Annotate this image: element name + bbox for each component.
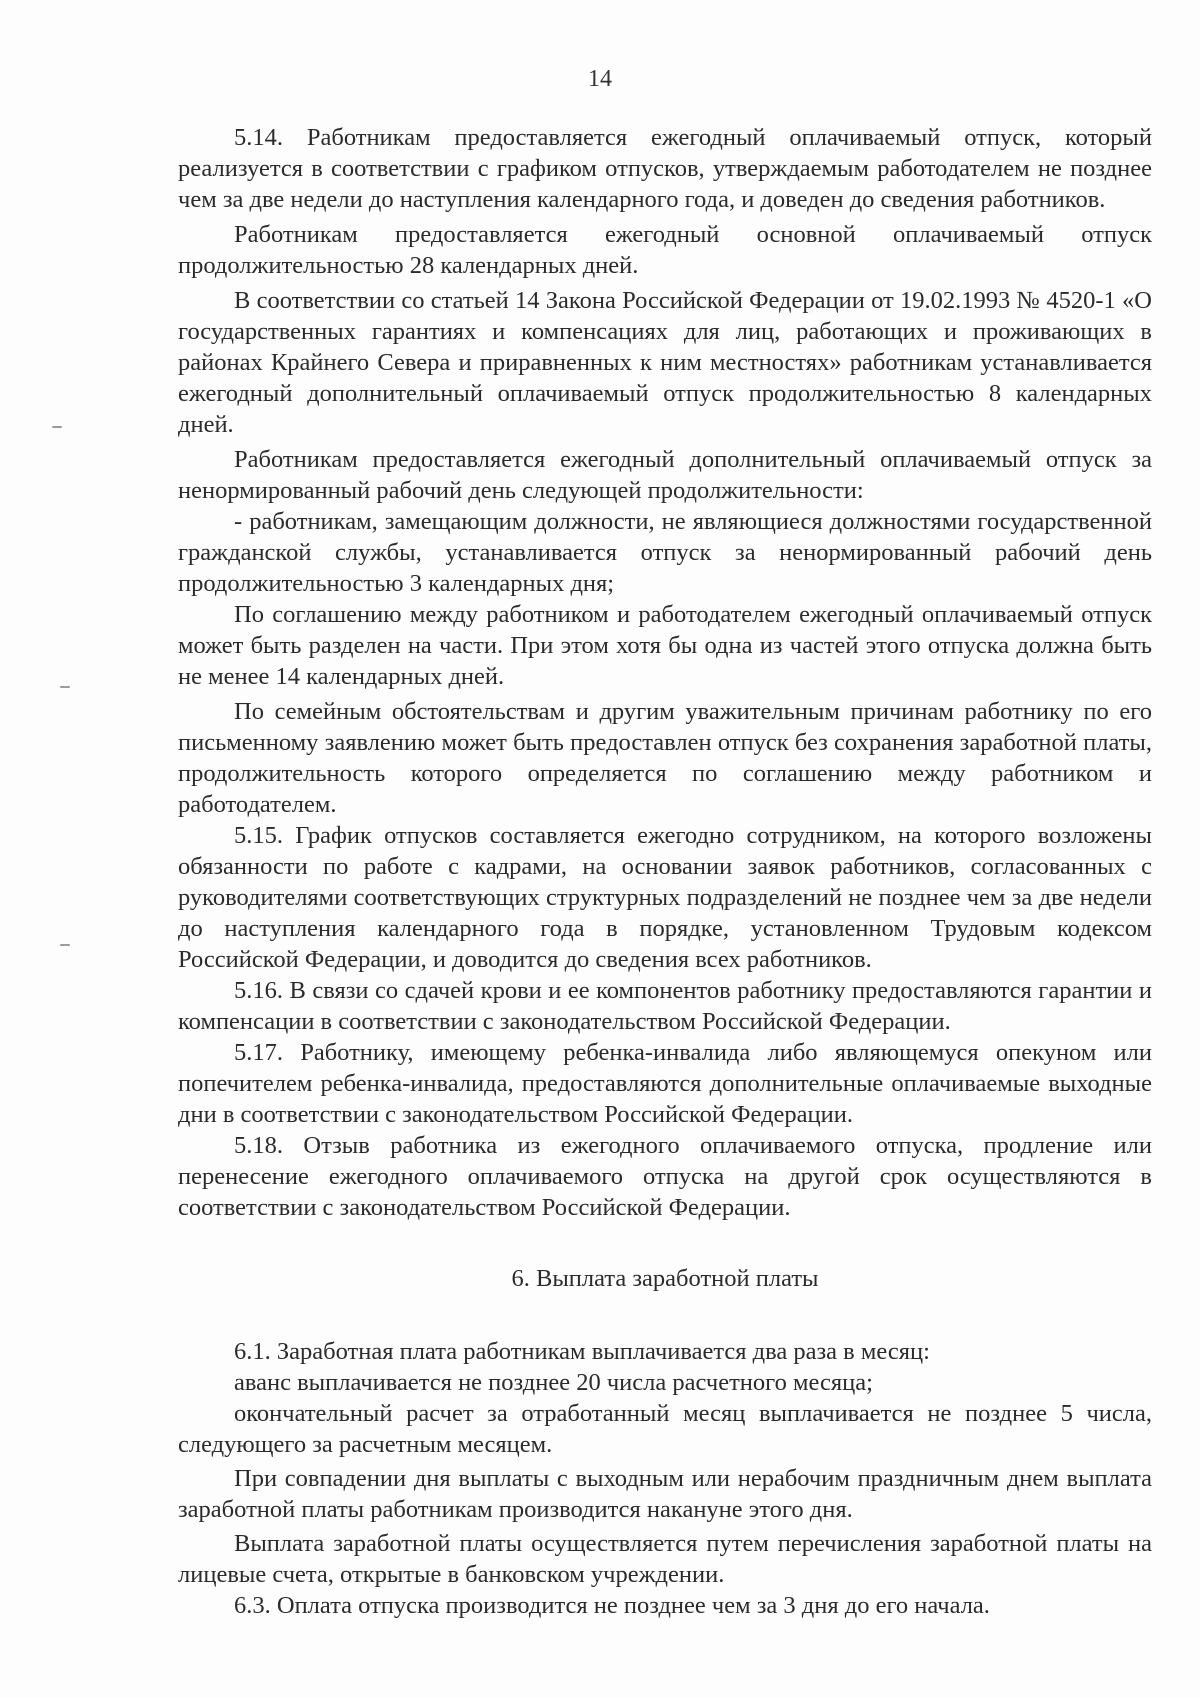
- scan-artifact: [52, 426, 62, 428]
- paragraph-5-16: 5.16. В связи со сдачей крови и ее компонентов работнику предоставляются гарантии и компенсации в соответствии с законодательством Российской Федерации.: [178, 977, 1152, 1035]
- paragraph-unpaid-leave: По семейным обстоятельствам и другим уважительным причинам работнику по его письменному заявлению может быть предоставлен отпуск без сохранения заработной платы, продолжительность которого определяется по соглашению между работником и работодателем.: [178, 698, 1152, 818]
- paragraph-holiday-payment: При совпадении дня выплаты с выходным или нерабочим праздничным днем выплата заработной платы работникам производится накануне этого дня.: [178, 1465, 1152, 1523]
- paragraph-irregular-day: Работникам предоставляется ежегодный дополнительный оплачиваемый отпуск за ненормированный рабочий день следующей продолжительности:: [178, 446, 1152, 504]
- paragraph-advance: аванс выплачивается не позднее 20 числа расчетного месяца;: [234, 1369, 873, 1396]
- paragraph-6-1: 6.1. Заработная плата работникам выплачивается два раза в месяц:: [234, 1338, 930, 1365]
- list-item-irregular-day: - работникам, замещающим должности, не являющиеся должностями государственной гражданской службы, устанавливается отпуск за ненормированный рабочий день продолжительностью 3 календарных дня;: [178, 508, 1152, 597]
- page-number: 14: [588, 66, 612, 92]
- scan-artifact: [60, 686, 70, 688]
- paragraph-5-18: 5.18. Отзыв работника из ежегодного оплачиваемого отпуска, продление или перенесение ежегодного оплачиваемого отпуска на другой срок осуществляются в соответствии с законодательством Российской Федерации.: [178, 1132, 1152, 1221]
- paragraph-final-payment: окончательный расчет за отработанный месяц выплачивается не позднее 5 числа, следующего за расчетным месяцем.: [178, 1400, 1152, 1458]
- paragraph-6-3: 6.3. Оплата отпуска производится не позднее чем за 3 дня до его начала.: [234, 1592, 990, 1619]
- scan-artifact: [60, 944, 70, 946]
- paragraph-north-leave: В соответствии со статьей 14 Закона Российской Федерации от 19.02.1993 № 4520-1 «О государственных гарантиях и компенсациях для лиц, работающих и проживающих в районах Крайнего Севера и приравненных к ним местностях» работникам устанавливается ежегодный дополнительный оплачиваемый отпуск продолжительностью 8 календарных дней.: [178, 287, 1152, 438]
- paragraph-bank-transfer: Выплата заработной платы осуществляется путем перечисления заработной платы на лицевые счета, открытые в банковском учреждении.: [178, 1530, 1152, 1588]
- paragraph-5-15: 5.15. График отпусков составляется ежегодно сотрудником, на которого возложены обязанности по работе с кадрами, на основании заявок работников, согласованных с руководителями соответствующих структурных подразделений не позднее чем за две недели до наступления календарного года в порядке, установленном Трудовым кодексом Российской Федерации, и доводится до сведения всех работников.: [178, 822, 1152, 973]
- paragraph-main-leave: Работникам предоставляется ежегодный основной оплачиваемый отпуск продолжительностью 28 календарных дней.: [178, 221, 1152, 279]
- document-body: [178, 122, 1152, 1621]
- paragraph-5-14: 5.14. Работникам предоставляется ежегодный оплачиваемый отпуск, который реализуется в соответствии с графиком отпусков, утверждаемым работодателем не позднее чем за две недели до наступления календарного года, и доведен до сведения работников.: [178, 124, 1152, 213]
- paragraph-5-17: 5.17. Работнику, имеющему ребенка-инвалида либо являющемуся опекуном или попечителем ребенка-инвалида, предоставляются дополнительные оплачиваемые выходные дни в соответствии с законодательством Российской Федерации.: [178, 1039, 1152, 1128]
- section-title-6: 6. Выплата заработной платы: [511, 1265, 819, 1292]
- paragraph-split-leave: По соглашению между работником и работодателем ежегодный оплачиваемый отпуск может быть разделен на части. При этом хотя бы одна из частей этого отпуска должна быть не менее 14 календарных дней.: [178, 601, 1152, 690]
